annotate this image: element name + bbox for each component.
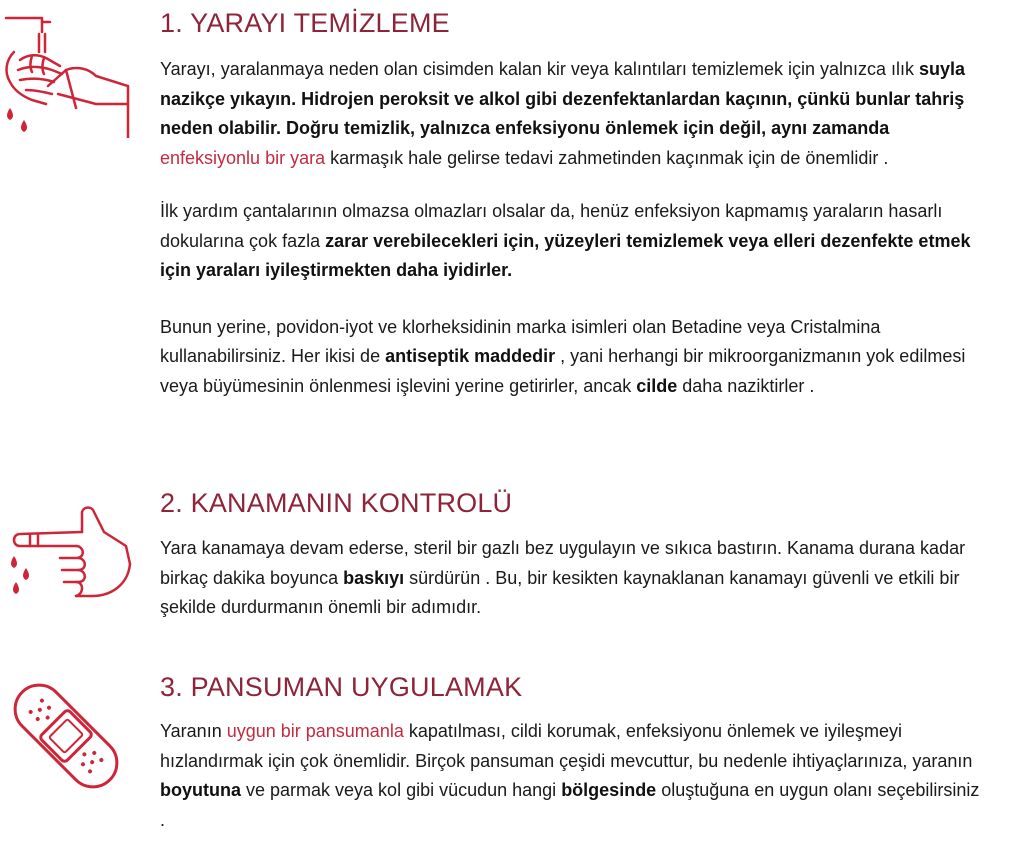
bold-text: boyutuna bbox=[160, 780, 241, 800]
bold-text: baskıyı bbox=[343, 567, 405, 588]
text-run: ve parmak veya kol gibi vücudun hangi bbox=[241, 780, 562, 800]
text-run: oluştuğuna en uygun olanı seçebilirsiniz . bbox=[160, 780, 980, 830]
section-heading: 1. YARAYI TEMİZLEME bbox=[160, 8, 450, 38]
paragraph bbox=[160, 534, 980, 623]
section-content bbox=[160, 672, 980, 835]
bold-text: bölgesinde bbox=[561, 780, 657, 800]
text-run: sürdürün . Bu, bir kesikten kaynaklanan kanamayı güvenli ve etkili bir şekilde durdurmanın önemli bir adımıdır. bbox=[160, 567, 960, 617]
text-run: İlk yardım çantalarının olmazsa olmazları olsalar da, henüz enfeksiyon kapmamış yaraların hasarlı dokularına çok fazla bbox=[160, 201, 943, 251]
section-content bbox=[160, 488, 980, 623]
section-dressing bbox=[0, 660, 1024, 858]
paragraph bbox=[160, 717, 980, 835]
text-run: Yaranın bbox=[160, 721, 227, 741]
bleeding-finger-icon bbox=[0, 502, 140, 602]
section-bleeding-control bbox=[0, 480, 1024, 640]
bold-text: zarar verebilecekleri için, yüzeyleri temizlemek veya elleri dezenfekte etmek için yaraları iyileştirmekten daha iyidirler. bbox=[160, 230, 971, 280]
bandage-icon bbox=[0, 672, 140, 802]
text-run: Yarayı, yaralanmaya neden olan cisimden kalan kir veya kalıntıları temizlemek için yalnızca ılık bbox=[160, 59, 919, 79]
text-run: Yara kanamaya devam ederse, steril bir gazlı bez uygulayın ve sıkıca bastırın. Kanama durana kadar birkaç dakika boyunca bbox=[160, 538, 966, 588]
paragraph bbox=[160, 313, 980, 402]
text-run: , yani herhangi bir mikroorganizmanın yok edilmesi veya büyümesinin önlenmesi işlevini yerine getirirler, ancak bbox=[160, 346, 966, 396]
paragraph bbox=[160, 197, 980, 286]
section-heading: 3. PANSUMAN UYGULAMAK bbox=[160, 672, 523, 702]
section-heading: 2. KANAMANIN KONTROLÜ bbox=[160, 488, 513, 518]
text-run: daha naziktirler . bbox=[677, 375, 815, 396]
bold-text: cilde bbox=[636, 375, 678, 396]
text-run: Bunun yerine, povidon-iyot ve klorheksidinin marka isimleri olan Betadine veya Cristalmina kullanabilirsiniz. Her ikisi de bbox=[160, 316, 881, 366]
bold-text: suyla nazikçe yıkayın. Hidrojen peroksit ve alkol gibi dezenfektanlardan kaçının, çünkü bunlar tahriş neden olabilir. Doğru temizlik, yalnızca enfeksiyonu önlemek için değil, aynı zamanda bbox=[160, 59, 966, 138]
text-run: kapatılması, cildi korumak, enfeksiyonu önlemek ve iyileşmeyi hızlandırmak için çok önemlidir. Birçok pansuman çeşidi mevcuttur, bu nedenle ihtiyaçlarınıza, yaranın bbox=[160, 721, 973, 771]
infected-wound-link[interactable]: enfeksiyonlu bir yara bbox=[160, 147, 326, 168]
bold-text: antiseptik maddedir bbox=[385, 346, 556, 366]
paragraph bbox=[160, 55, 980, 173]
proper-dressing-link[interactable]: uygun bir pansumanla bbox=[226, 721, 404, 741]
section-content bbox=[160, 8, 980, 401]
hand-washing-icon bbox=[0, 8, 140, 138]
text-run: karmaşık hale gelirse tedavi zahmetinden kaçınmak için de önemlidir . bbox=[325, 147, 889, 168]
